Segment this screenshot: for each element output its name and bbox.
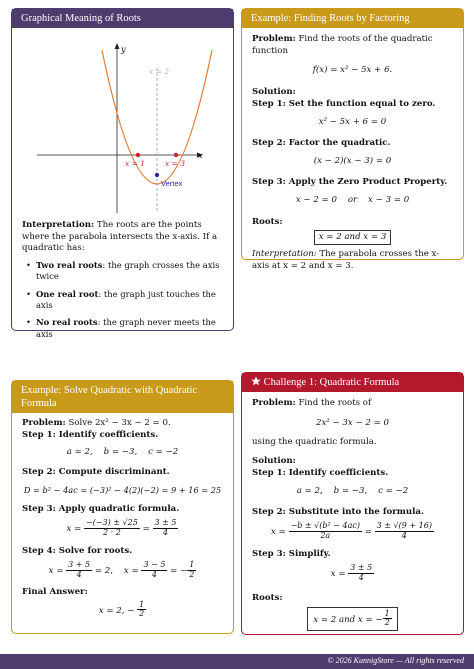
root-cases-list [22, 260, 223, 340]
challenge-title-text: Challenge 1: Quadratic Formula [263, 377, 400, 388]
vertex-point [155, 173, 159, 177]
fraction-numerator: 3 ± √(9 + 16) [376, 521, 432, 531]
fraction-denominator: 2a [320, 531, 331, 541]
problem-line [252, 34, 453, 57]
root-label-2: x = 3 [165, 159, 186, 169]
list-item [26, 260, 223, 283]
equation-3: x − 2 = 0 or x − 3 = 0 [295, 195, 410, 206]
fraction [348, 564, 374, 583]
formula-example-card-title: Example: Solve Quadratic with Quadratic Formula [12, 381, 233, 413]
list-item-text: : the graph never meets the axis [36, 317, 216, 339]
x-axis-label: x [198, 151, 203, 161]
final-answer-lhs: x = 2, − [98, 605, 135, 616]
root1-rhs: = 2, [94, 566, 113, 577]
formula-application [22, 519, 223, 538]
fraction-denominator: 4 [401, 531, 407, 541]
list-item-bold: One real root [36, 288, 99, 299]
parabola-graph [12, 28, 232, 218]
challenge-card-title [242, 373, 463, 392]
interpretation-paragraph [22, 220, 223, 255]
solution-head: Solution: [252, 86, 296, 97]
fraction-denominator: 2 [139, 609, 145, 619]
discriminant: D = b² − 4ac = (−3)² − 4(2)(−2) = 9 + 16 = 25 [23, 484, 222, 495]
substitution [252, 522, 453, 541]
fraction [66, 561, 92, 580]
simplified [252, 564, 453, 583]
final-answer [22, 601, 223, 620]
equation-2: (x − 2)(x − 3) = 0 [313, 156, 392, 167]
interpretation-text: The roots are the points where the parabola intersects the x-axis. If a quadratic has: [22, 220, 218, 254]
interpretation-text: The parabola crosses the x-axis at x = 2 and x = 3. [252, 249, 440, 271]
function-equation: f(x) = x² − 5x + 6. [312, 65, 393, 76]
solution-head: Solution: [252, 455, 296, 466]
interpretation-line [252, 249, 453, 272]
footer: © 2026 KunnigStore — All rights reserved [0, 654, 474, 669]
fraction-denominator: 4 [76, 570, 82, 580]
fraction [375, 522, 434, 541]
step-3: Step 3: Simplify. [252, 548, 331, 559]
fraction [153, 519, 179, 538]
root-point-2 [174, 153, 178, 157]
problem-head: Problem: [252, 398, 296, 409]
fraction-numerator: −(−3) ± √25 [86, 518, 138, 528]
graph-card [11, 8, 234, 339]
formula-example-card [11, 380, 234, 634]
step-1: Step 1: Identify coefficients. [252, 467, 389, 478]
problem-text: Solve 2x² − 3x − 2 = 0. [68, 418, 171, 429]
step-2: Step 2: Compute discriminant. [22, 467, 170, 478]
y-axis-arrow [115, 43, 120, 49]
root-point-1 [136, 153, 140, 157]
formula-lhs: x = [66, 524, 82, 535]
factoring-card-title: Example: Finding Roots by Factoring [242, 9, 463, 28]
root-label-1: x = 1 [125, 159, 146, 169]
using-text: using the quadratic formula. [252, 437, 377, 448]
fraction-denominator: 4 [151, 570, 157, 580]
coefficients: a = 2, b = −3, c = −2 [66, 447, 179, 458]
fraction-denominator: 2 [189, 570, 195, 580]
graph-card-title: Graphical Meaning of Roots [12, 9, 233, 28]
list-item-bold: No real roots [36, 317, 98, 328]
roots-head: Roots: [252, 217, 283, 228]
fraction [187, 561, 196, 580]
step-2: Step 2: Substitute into the formula. [252, 506, 424, 517]
equals-sign: = [364, 527, 372, 538]
fraction-denominator: 4 [162, 528, 169, 538]
fraction-numerator: 3 ± 5 [350, 563, 373, 573]
simplified-lhs: x = [330, 569, 346, 580]
root2-rhs: = − [170, 566, 188, 577]
substitution-lhs: x = [271, 527, 286, 538]
fraction [84, 519, 140, 538]
fraction [289, 522, 362, 541]
list-item [26, 317, 223, 340]
step-2: Step 2: Factor the quadratic. [252, 137, 391, 148]
roots-computation [22, 561, 223, 580]
list-item-bold: Two real roots [36, 259, 103, 270]
roots-answer-box: x = 2 and x = 3 [314, 230, 392, 246]
step-1: Step 1: Identify coefficients. [22, 429, 159, 440]
challenge-equation: 2x² − 3x − 2 = 0 [315, 417, 389, 428]
challenge-card [241, 372, 464, 635]
factoring-card [241, 8, 464, 271]
problem-text: Find the roots of the quadratic function [252, 34, 433, 56]
fraction-numerator: 1 [384, 608, 390, 618]
root1-lhs: x = [48, 566, 64, 577]
fraction-numerator: 3 ± 5 [154, 518, 177, 528]
fraction-numerator: 1 [139, 599, 145, 609]
fraction [141, 561, 167, 580]
problem-text: Find the roots of [298, 398, 372, 409]
problem-line [252, 398, 453, 410]
fraction [137, 601, 146, 620]
problem-head: Problem: [252, 34, 296, 45]
interpretation-head: Interpretation: [252, 249, 317, 260]
list-item-text: : the graph just touches the axis [36, 288, 216, 310]
root2-lhs: x = [123, 566, 139, 577]
list-item-text: : the graph crosses the axis twice [36, 259, 220, 282]
step-3: Step 3: Apply quadratic formula. [22, 503, 180, 514]
interpretation-head: Interpretation: [22, 220, 95, 231]
y-axis-label: y [121, 45, 126, 55]
coefficients: a = 2, b = −3, c = −2 [296, 486, 409, 497]
fraction-numerator: 1 [189, 560, 195, 570]
list-item [26, 289, 223, 312]
roots-head: Roots: [252, 593, 283, 604]
step-3: Step 3: Apply the Zero Product Property. [252, 176, 448, 187]
star-icon [251, 376, 261, 386]
fraction [383, 610, 392, 629]
fraction-denominator: 2 · 2 [103, 528, 121, 538]
fraction-numerator: −b ± √(b² − 4ac) [290, 521, 360, 531]
final-answer-head: Final Answer: [22, 587, 88, 598]
step-1: Step 1: Set the function equal to zero. [252, 98, 436, 109]
equals-sign: = [142, 524, 150, 535]
fraction-numerator: 3 − 5 [143, 560, 166, 570]
problem-head: Problem: [22, 418, 66, 429]
problem-line [22, 418, 223, 430]
roots-answer-box [307, 607, 397, 632]
step-4: Step 4: Solve for roots. [22, 545, 133, 556]
equation-1: x² − 5x + 6 = 0 [318, 117, 387, 128]
fraction-denominator: 4 [358, 573, 364, 583]
fraction-numerator: 3 + 5 [68, 560, 91, 570]
axis-of-symmetry-label: x = 2 [149, 67, 170, 77]
vertex-label: Vertex [161, 179, 183, 189]
roots-answer-lhs: x = 2 and x = − [313, 614, 383, 625]
fraction-denominator: 2 [384, 618, 390, 628]
